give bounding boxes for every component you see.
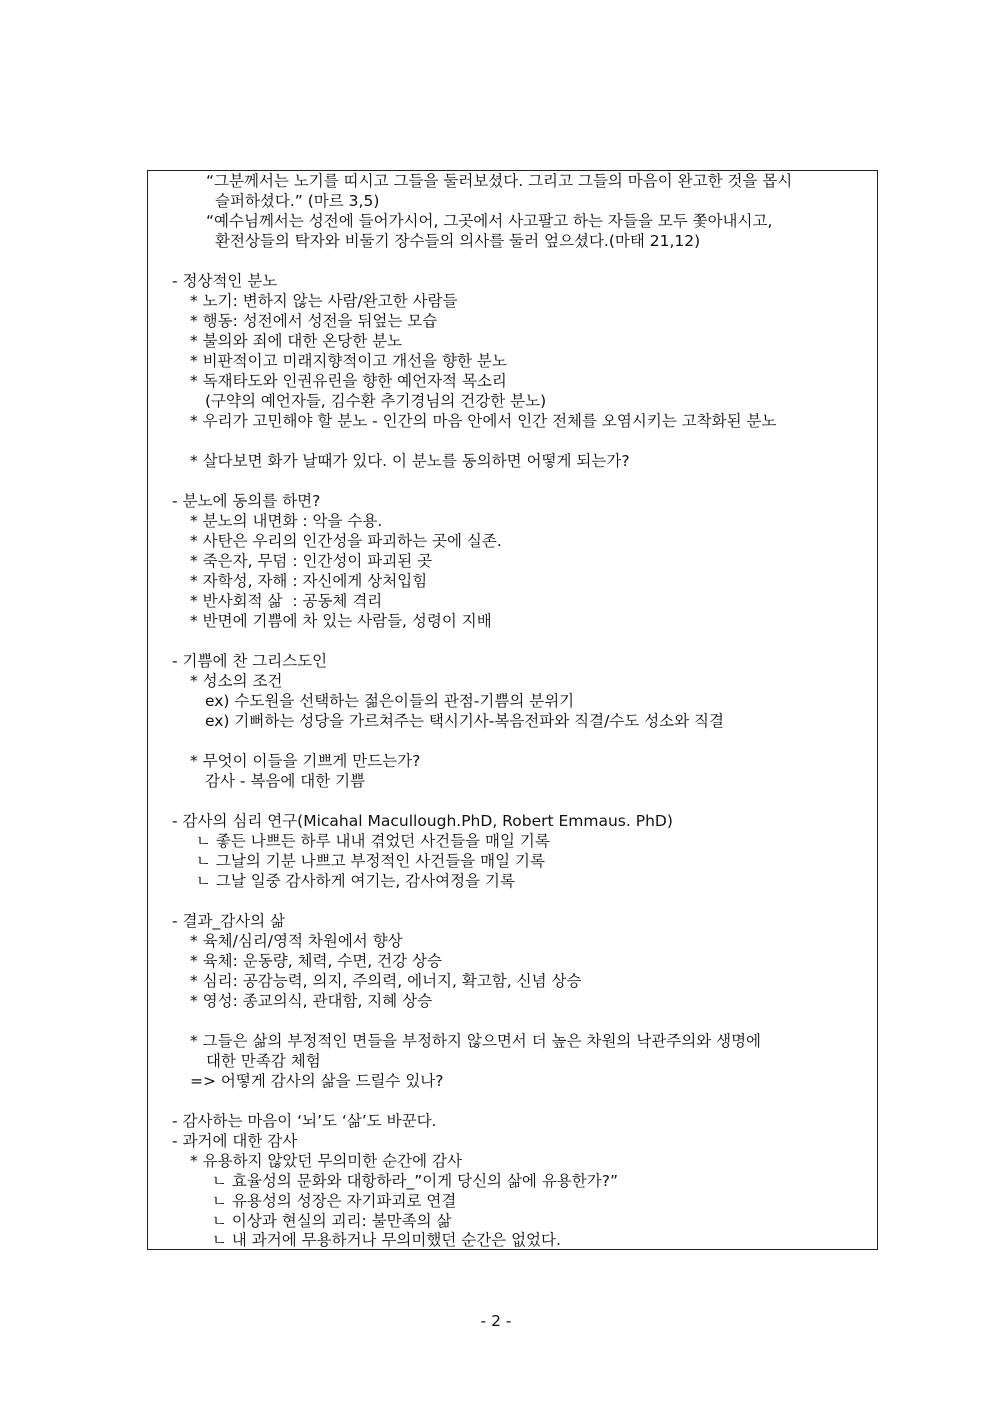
section-heading: - 분노에 동의를 하면? — [172, 492, 321, 510]
sub-item: ㄴ 유용성의 성장은 자기파괴로 연결 — [212, 1192, 457, 1210]
text-line: (구약의 예언자들, 김수환 추기경님의 건강한 분노) — [205, 392, 547, 410]
sub-item: ㄴ 그날의 기분 나쁘고 부정적인 사건들을 매일 기록 — [196, 852, 545, 870]
bullet-item: * 불의와 죄에 대한 온당한 분노 — [190, 332, 403, 350]
bullet-item: * 반면에 기쁨에 차 있는 사람들, 성령이 지배 — [190, 612, 492, 630]
bullet-item: * 죽은자, 무덤 : 인간성이 파괴된 곳 — [190, 552, 433, 570]
bullet-item: * 심리: 공감능력, 의지, 주의력, 에너지, 확고함, 신념 상승 — [190, 972, 582, 990]
bullet-item: * 영성: 종교의식, 관대함, 지혜 상승 — [190, 992, 433, 1010]
text-line: 환전상들의 탁자와 비둘기 장수들의 의사를 둘러 엎으셨다.(마태 21,12) — [215, 232, 701, 250]
section-heading: - 과거에 대한 감사 — [172, 1132, 298, 1150]
text-line: ex) 수도원을 선택하는 젊은이들의 관점-기쁨의 분위기 — [205, 692, 575, 710]
text-line: => 어떻게 감사의 삶을 드릴수 있나? — [190, 1072, 444, 1090]
bullet-item: * 육체/심리/영적 차원에서 향상 — [190, 932, 403, 950]
bullet-item: * 반사회적 삶 : 공동체 격리 — [190, 592, 383, 610]
section-heading: - 정상적인 분노 — [172, 272, 278, 290]
text-line: 대한 만족감 체험 — [206, 1052, 321, 1070]
bullet-item: * 자학성, 자해 : 자신에게 상처입힘 — [190, 572, 428, 590]
bullet-item: * 비판적이고 미래지향적이고 개선을 향한 분노 — [190, 352, 507, 370]
bullet-item: * 성소의 조건 — [190, 672, 283, 690]
sub-item: ㄴ 이상과 현실의 괴리: 불만족의 삶 — [212, 1212, 452, 1230]
section-heading: - 기쁨에 찬 그리스도인 — [172, 652, 328, 670]
sub-item: ㄴ 그날 일중 감사하게 여기는, 감사여정을 기록 — [196, 872, 515, 890]
bullet-item: * 그들은 삶의 부정적인 면들을 부정하지 않으면서 더 높은 차원의 낙관주의와 생명에 — [190, 1032, 762, 1050]
text-line: 슬퍼하셨다.” (마르 3,5) — [215, 192, 380, 210]
section-heading: - 결과_감사의 삶 — [172, 912, 286, 930]
content-box — [147, 170, 878, 1250]
bullet-item: * 분노의 내면화 : 악을 수용. — [190, 512, 383, 530]
text-line: 감사 - 복음에 대한 기쁨 — [205, 772, 366, 790]
text-line: ex) 기뻐하는 성당을 가르쳐주는 택시기사-복음전파와 직결/수도 성소와 직결 — [205, 712, 724, 730]
sub-item: ㄴ 내 과거에 무용하거나 무의미했던 순간은 없었다. — [212, 1231, 561, 1249]
bullet-item: * 우리가 고민해야 할 분노 - 인간의 마음 안에서 인간 전체를 오염시키는 고착화된 분노 — [190, 412, 777, 430]
section-heading: - 감사하는 마음이 ‘뇌’도 ‘삶’도 바꾼다. — [172, 1112, 437, 1130]
bullet-item: * 노기: 변하지 않는 사람/완고한 사람들 — [190, 292, 458, 310]
bullet-item: * 살다보면 화가 날때가 있다. 이 분노를 동의하면 어떻게 되는가? — [190, 452, 630, 470]
sub-item: ㄴ 좋든 나쁘든 하루 내내 겪었던 사건들을 매일 기록 — [196, 832, 550, 850]
bullet-item: * 행동: 성전에서 성전을 뒤엎는 모습 — [190, 312, 438, 330]
bullet-item: * 유용하지 않았던 무의미한 순간에 감사 — [190, 1152, 462, 1170]
bullet-item: * 독재타도와 인권유린을 향한 예언자적 목소리 — [190, 372, 507, 390]
text-line: “그분께서는 노기를 띠시고 그들을 둘러보셨다. 그리고 그들의 마음이 완고한 것을 몹시 — [206, 172, 793, 190]
bullet-item: * 무엇이 이들을 기쁘게 만드는가? — [190, 752, 421, 770]
text-line: “예수님께서는 성전에 들어가시어, 그곳에서 사고팔고 하는 자들을 모두 쫓아내시고, — [206, 212, 773, 230]
sub-item: ㄴ 효율성의 문화와 대항하라_”이게 당신의 삶에 유용한가?” — [212, 1172, 618, 1190]
page-number: - 2 - — [480, 1312, 512, 1330]
bullet-item: * 육체: 운동량, 체력, 수면, 건강 상승 — [190, 952, 442, 970]
bullet-item: * 사탄은 우리의 인간성을 파괴하는 곳에 실존. — [190, 532, 502, 550]
section-heading: - 감사의 심리 연구(Micahal Macullough.PhD, Robert Emmaus. PhD) — [172, 812, 673, 830]
